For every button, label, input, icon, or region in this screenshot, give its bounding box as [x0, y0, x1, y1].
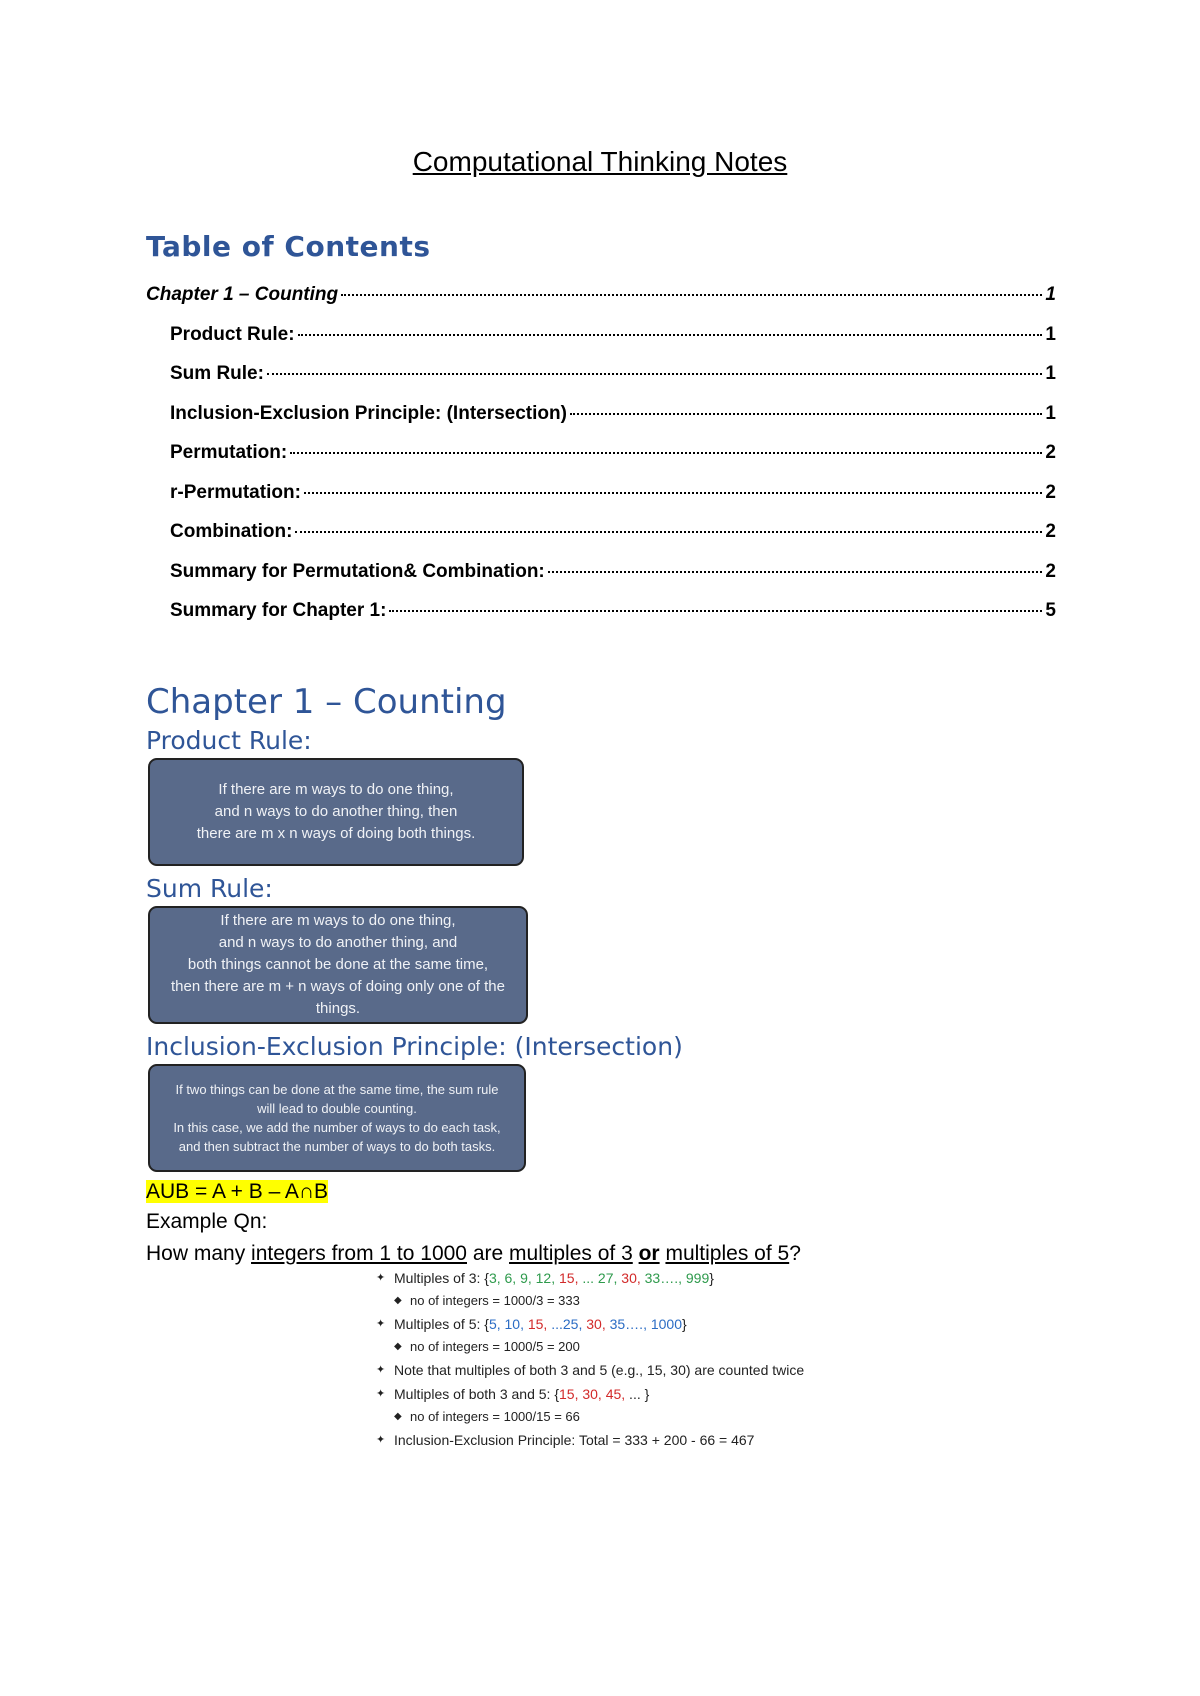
toc-entry-page: 1	[1045, 363, 1056, 384]
formula-highlight: AUB = A + B – A∩B	[146, 1180, 329, 1203]
list-text: }	[709, 1270, 714, 1286]
bullet-icon: ◆	[394, 1411, 402, 1422]
list-text: 35…., 1000	[609, 1316, 682, 1332]
product-rule-line: and n ways to do another thing, then	[214, 803, 458, 820]
toc-entry-label: Combination:	[170, 521, 293, 542]
list-text: ... 27,	[582, 1270, 618, 1286]
product-rule-heading: Product Rule:	[146, 726, 312, 755]
toc-entry[interactable]	[146, 482, 1056, 522]
list-text: 15,	[559, 1270, 579, 1286]
question-underline: integers from 1 to 1000	[251, 1242, 467, 1265]
example-question	[146, 1242, 801, 1266]
sum-rule-line: If there are m ways to do one thing,	[220, 912, 456, 929]
toc-entry-label: Chapter 1 – Counting	[146, 284, 339, 305]
sum-rule-box	[148, 906, 528, 1024]
toc-entry-label: Permutation:	[170, 442, 288, 463]
list-item	[374, 1290, 804, 1312]
list-text: 15, 30, 45,	[559, 1386, 626, 1402]
list-item	[374, 1358, 804, 1382]
toc-entry-label: Product Rule:	[170, 323, 295, 345]
toc-leader	[267, 373, 1042, 375]
toc-entry[interactable]	[146, 521, 1056, 561]
list-text: 33…., 999	[644, 1270, 710, 1286]
sum-rule-line: then there are m + n ways of doing only one of the	[171, 978, 505, 995]
toc-entry[interactable]	[146, 324, 1056, 364]
list-text: no of integers = 1000/3 = 333	[410, 1293, 580, 1308]
list-text: Multiples of both 3 and 5: {	[394, 1386, 559, 1402]
list-item	[374, 1336, 804, 1358]
toc-leader	[548, 571, 1043, 573]
toc-entry-label: Summary for Permutation& Combination:	[170, 560, 545, 582]
toc-heading: Table of Contents	[146, 230, 431, 263]
bullet-icon: ◆	[394, 1341, 402, 1352]
sum-rule-line: things.	[315, 1000, 361, 1017]
list-text: 30,	[586, 1316, 606, 1332]
toc-entry-label: Inclusion-Exclusion Principle: (Intersection)	[170, 402, 567, 424]
inclusion-exclusion-box	[148, 1064, 526, 1172]
inclusion-exclusion-line: In this case, we add the number of ways to do each task,	[173, 1120, 501, 1135]
list-text: 30,	[621, 1270, 641, 1286]
example-label: Example Qn:	[146, 1210, 268, 1233]
product-rule-line: there are m x n ways of doing both things.	[196, 825, 476, 842]
toc-entry-page: 2	[1045, 521, 1056, 542]
question-or: or	[638, 1242, 660, 1265]
toc-leader	[290, 452, 1042, 454]
bullet-icon: ✦	[376, 1364, 386, 1376]
toc-entry-label: Summary for Chapter 1:	[170, 600, 387, 621]
product-rule-line: If there are m ways to do one thing,	[218, 781, 454, 798]
inclusion-exclusion-line: If two things can be done at the same time, the sum rule	[175, 1082, 499, 1097]
toc-entry[interactable]	[146, 561, 1056, 601]
document-title: Computational Thinking Notes	[412, 146, 788, 177]
toc-entry-label: r-Permutation:	[170, 481, 301, 503]
sum-rule-line: both things cannot be done at the same time,	[187, 956, 489, 973]
list-text: no of integers = 1000/15 = 66	[410, 1409, 580, 1424]
bullet-icon: ✦	[376, 1388, 386, 1400]
toc-entry-page: 2	[1045, 560, 1056, 582]
list-text: Multiples of 3: {	[394, 1270, 489, 1286]
toc-leader	[304, 492, 1043, 494]
list-text: Multiples of 5: {	[394, 1316, 489, 1332]
list-text: }	[682, 1316, 687, 1332]
toc-entry-label: Sum Rule:	[170, 363, 264, 384]
bullet-icon: ✦	[376, 1272, 386, 1284]
list-text: 3, 6, 9, 12,	[488, 1270, 556, 1286]
list-text: Note that multiples of both 3 and 5 (e.g., 15, 30) are counted twice	[394, 1362, 805, 1378]
chapter-heading: Chapter 1 – Counting	[146, 682, 507, 722]
sum-rule-heading: Sum Rule:	[146, 874, 273, 903]
toc-entry[interactable]	[146, 600, 1056, 640]
list-text: ... }	[625, 1386, 650, 1402]
list-text: Inclusion-Exclusion Principle: Total = 333 + 200 - 66 = 467	[394, 1432, 755, 1448]
question-text: are	[467, 1242, 510, 1265]
list-item	[374, 1406, 804, 1428]
bullet-icon: ◆	[394, 1295, 402, 1306]
toc-leader	[570, 413, 1042, 415]
toc-leader	[341, 294, 1042, 296]
question-text: How many	[146, 1242, 252, 1265]
sum-rule-line: and n ways to do another thing, and	[218, 934, 458, 951]
bullet-icon: ✦	[376, 1318, 386, 1330]
toc-entry-page: 1	[1045, 323, 1056, 345]
list-item	[374, 1428, 804, 1452]
toc-entry[interactable]	[146, 284, 1056, 324]
list-text: 5, 10,	[488, 1316, 524, 1332]
example-solution	[374, 1266, 804, 1452]
toc-leader	[295, 531, 1042, 533]
question-underline: multiples of 5	[665, 1242, 790, 1265]
question-underline: multiples of 3	[509, 1242, 633, 1265]
inclusion-exclusion-heading: Inclusion-Exclusion Principle: (Intersection)	[146, 1032, 683, 1061]
table-of-contents	[146, 284, 1056, 640]
bullet-icon: ✦	[376, 1434, 386, 1446]
toc-entry-page: 2	[1045, 442, 1056, 463]
list-text: 15,	[527, 1316, 548, 1332]
toc-leader	[298, 334, 1043, 336]
toc-entry-page: 2	[1045, 481, 1056, 503]
toc-entry-page: 5	[1045, 600, 1056, 621]
formula-line	[146, 1180, 328, 1204]
toc-entry-page: 1	[1045, 402, 1056, 424]
list-text: no of integers = 1000/5 = 200	[410, 1339, 580, 1354]
list-item	[374, 1382, 804, 1406]
toc-entry[interactable]	[146, 442, 1056, 482]
inclusion-exclusion-line: will lead to double counting.	[257, 1101, 417, 1116]
toc-entry[interactable]	[146, 403, 1056, 443]
toc-entry[interactable]	[146, 363, 1056, 403]
list-text: ...25,	[551, 1316, 583, 1332]
list-item	[374, 1266, 804, 1290]
toc-entry-page: 1	[1045, 284, 1056, 305]
toc-leader	[389, 610, 1042, 612]
product-rule-box	[148, 758, 524, 866]
list-item	[374, 1312, 804, 1336]
inclusion-exclusion-line: and then subtract the number of ways to do both tasks.	[178, 1139, 496, 1154]
question-text: ?	[789, 1242, 801, 1265]
